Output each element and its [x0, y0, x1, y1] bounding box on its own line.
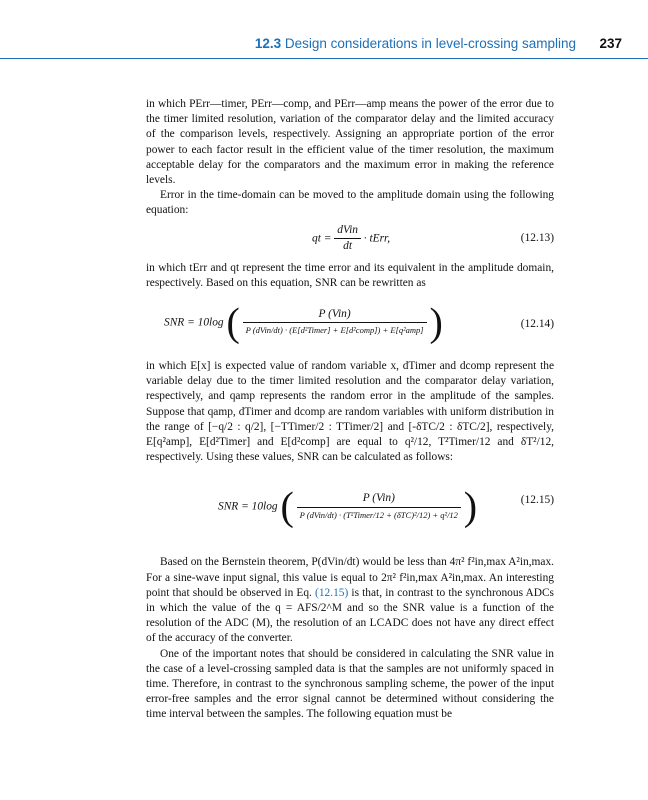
paragraph-6: One of the important notes that should be considered in calculating the SNR value in the case of a level-crossing sampled data is that the samples are not uniformly spaced in time. Therefore, in contrast to the synchronous sampling scheme, the power of the input error-free samples and the error signal cannot be determined without considering the time interval between the samples. The following equation must be — [146, 647, 554, 721]
paragraph-1: in which PErr—timer, PErr—comp, and PErr—amp means the power of the error due to the timer limited resolution, variation of the comparator delay and the limited accuracy of the comparison levels, respectively. Assigning an appropriate portion of the error power to each factor result in the efficient value of the timer resolution, the maximum acceptable delay for the comparators and the maximum error in making the reference levels. — [146, 98, 554, 187]
equation-number: (12.14) — [520, 318, 554, 331]
header-title: 12.3 Design considerations in level-crossing sampling — [254, 36, 576, 51]
page-body — [146, 97, 554, 723]
paragraph-5: Based on the Bernstein theorem, P(dVin/dt) would be less than 4π² f²in,max A²in,max. For a sine-wave input signal, this value is equal to 2π² f²in,max A²in,max. An interesting point that should be observed in Eq. (12.15) is that, in contrast to the synchronous ADCs in which the value of the q = AFS/2^M and so the SNR value is a function of the resolution of the ADC (M), the resolution of an LCADC does not have any direct effect of the accuracy of the converter. — [146, 556, 554, 645]
page-number: 237 — [599, 36, 622, 51]
equation-reference-link[interactable]: (12.15) — [315, 586, 349, 599]
paragraph-3: in which tErr and qt represent the time error and its equivalent in the amplitude domain, respectively. Based on this equation, SNR can be rewritten as — [146, 261, 554, 289]
equation-number: (12.15) — [520, 494, 554, 507]
equation-12-15: SNR = 10log ( $\frac{\text{P (Vin)}}{\text{P (dVin/dt) · (T²Timer/12 + (δTC)²/12) + q²/12}}$ ) (12.15) — [218, 484, 554, 530]
header-rule — [0, 58, 648, 59]
equation-12-13: qt = $\frac{\text{dVin}}{dt}$ · tErr, (12.13) — [312, 223, 554, 252]
running-header — [0, 36, 648, 56]
paragraph-4: in which E[x] is expected value of random variable x, dTimer and dcomp represent the variable delay due to the timer limited resolution and the comparator delay variation, respectively, and qamp represents the random error in the amplitude of the samples. Suppose that qamp, dTimer and dcomp are random variables with uniform distribution in the range of [−q/2 : q/2], [−TTimer/2 : TTimer/2] and [-δTC/2 : δTC/2], respectively, E[q²amp], E[d²Timer] and E[d²comp] are equal to q²/12, T²Timer/12 and δT²/12, respectively. Using these values, SNR can be calculated as follows: — [146, 360, 554, 464]
equation-12-14: SNR = 10log ( $\frac{\text{P (Vin)}}{\text{P (dVin/dt) · (E[d²Timer] + E[d²comp]) + E[q²amp]}}$ ) (12.14) — [164, 299, 554, 345]
equation-number: (12.13) — [520, 231, 554, 244]
paragraph-2: Error in the time-domain can be moved to the amplitude domain using the following equation: — [146, 189, 554, 217]
